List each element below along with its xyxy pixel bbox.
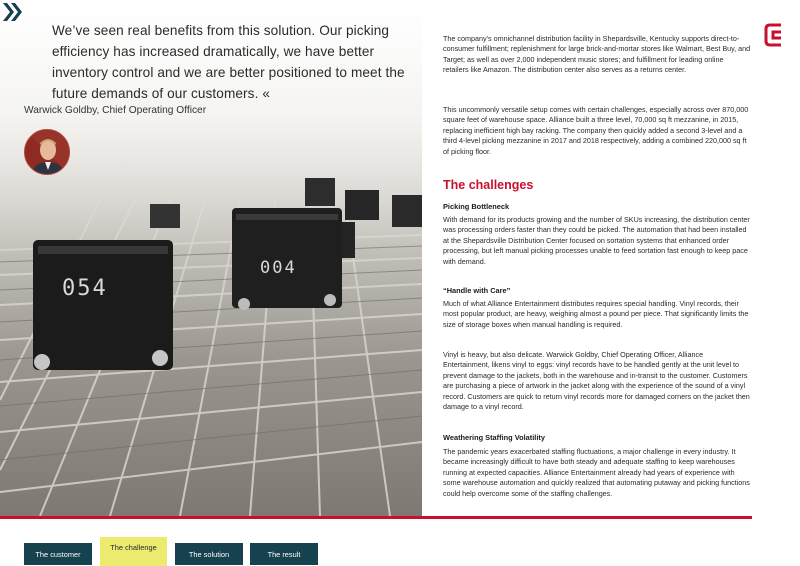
picking-bottleneck-text: With demand for its products growing and the number of SKUs increasing, the distribution center was processing orders faster than they could be picked. The automation that had been installed at the Shepardsville Distribution Center focused on sortation systems that enhanced order processing, but left manual picking processes unable to feed sortation fast enough to keep pace with demand.	[443, 215, 750, 266]
tab-the-solution[interactable]: The solution	[175, 543, 243, 565]
robot-display-left: 054	[62, 276, 108, 301]
robot-display-right: 004	[260, 258, 297, 278]
staffing-volatility-heading: Weathering Staffing Volatility	[443, 433, 545, 442]
avatar	[24, 129, 70, 175]
vinyl-paragraph: Vinyl is heavy, but also delicate. Warwick Goldby, Chief Operating Officer, Alliance Entertainment, likens vinyl to eggs: vinyl records have to be handled gently at the unit level to prevent damage to the jackets, both in the warehouse and in-transit to the customer. Customers are purchasing a piece of artwork in the jacket along with the experience of the sound of a vinyl record. Customers are quick to return vinyl records more for damaged corners on the jacket then damage to a vinyl record.	[443, 350, 750, 412]
divider-line	[0, 516, 752, 519]
picking-bottleneck-heading: Picking Bottleneck	[443, 202, 510, 211]
tab-the-challenge[interactable]: The challenge	[100, 537, 167, 566]
brand-logo-icon	[764, 22, 782, 48]
tab-the-result[interactable]: The result	[250, 543, 318, 565]
intro-paragraph-2: This uncommonly versatile setup comes with certain challenges, especially across over 870,000 square feet of warehouse space. Alliance built a three level, 70,000 sq ft mezzanine, in 2015, replacing inefficient high bay racking. The company then quickly added a second 3-level and a third 4-level picking mezzanine in 2017 and 2018 respectively, adding a combined 220,000 sq ft of picking floor.	[443, 105, 749, 156]
staffing-volatility-text: The pandemic years exacerbated staffing fluctuations, a major challenge in every industry. It became increasingly difficult to have both steady and adequate staffing to keep warehouses running at expected capacities. Alliance Entertainment already had years of experience with some warehouse automation and quickly realized that automating putaway and picking functions could help overcome some of the staffing challenges.	[443, 447, 750, 498]
intro-paragraph-1: The company’s omnichannel distribution facility in Shepardsville, Kentucky supports direct-to-consumer fulfillment; replenishment for large brick-and-mortar stores like Walmart, Best Buy, and Target; as well as over 2,000 independent music stores; and fulfillment for leading online retailers like Amazon. The distribution center also serves as a returns center.	[443, 34, 751, 75]
hero-photo	[0, 0, 422, 516]
handle-with-care-text: Much of what Alliance Entertainment distributes requires special handling. Vinyl records, their most popular product, are heavy, weighing almost a pound per piece. That significantly limits the size of storage boxes when manual handling is required.	[443, 299, 749, 329]
quote-attribution: Warwick Goldby, Chief Operating Officer	[24, 105, 207, 116]
quote-chevron-icon	[0, 0, 24, 24]
challenges-heading: The challenges	[443, 178, 534, 192]
tab-the-customer[interactable]: The customer	[24, 543, 92, 565]
handle-with-care-heading: “Handle with Care”	[443, 286, 511, 295]
testimonial-quote: We’ve seen real benefits from this solution. Our picking efficiency has increased dramatically, we have better inventory control and we are better positioned to meet the future demands of our customers. «	[52, 23, 405, 101]
